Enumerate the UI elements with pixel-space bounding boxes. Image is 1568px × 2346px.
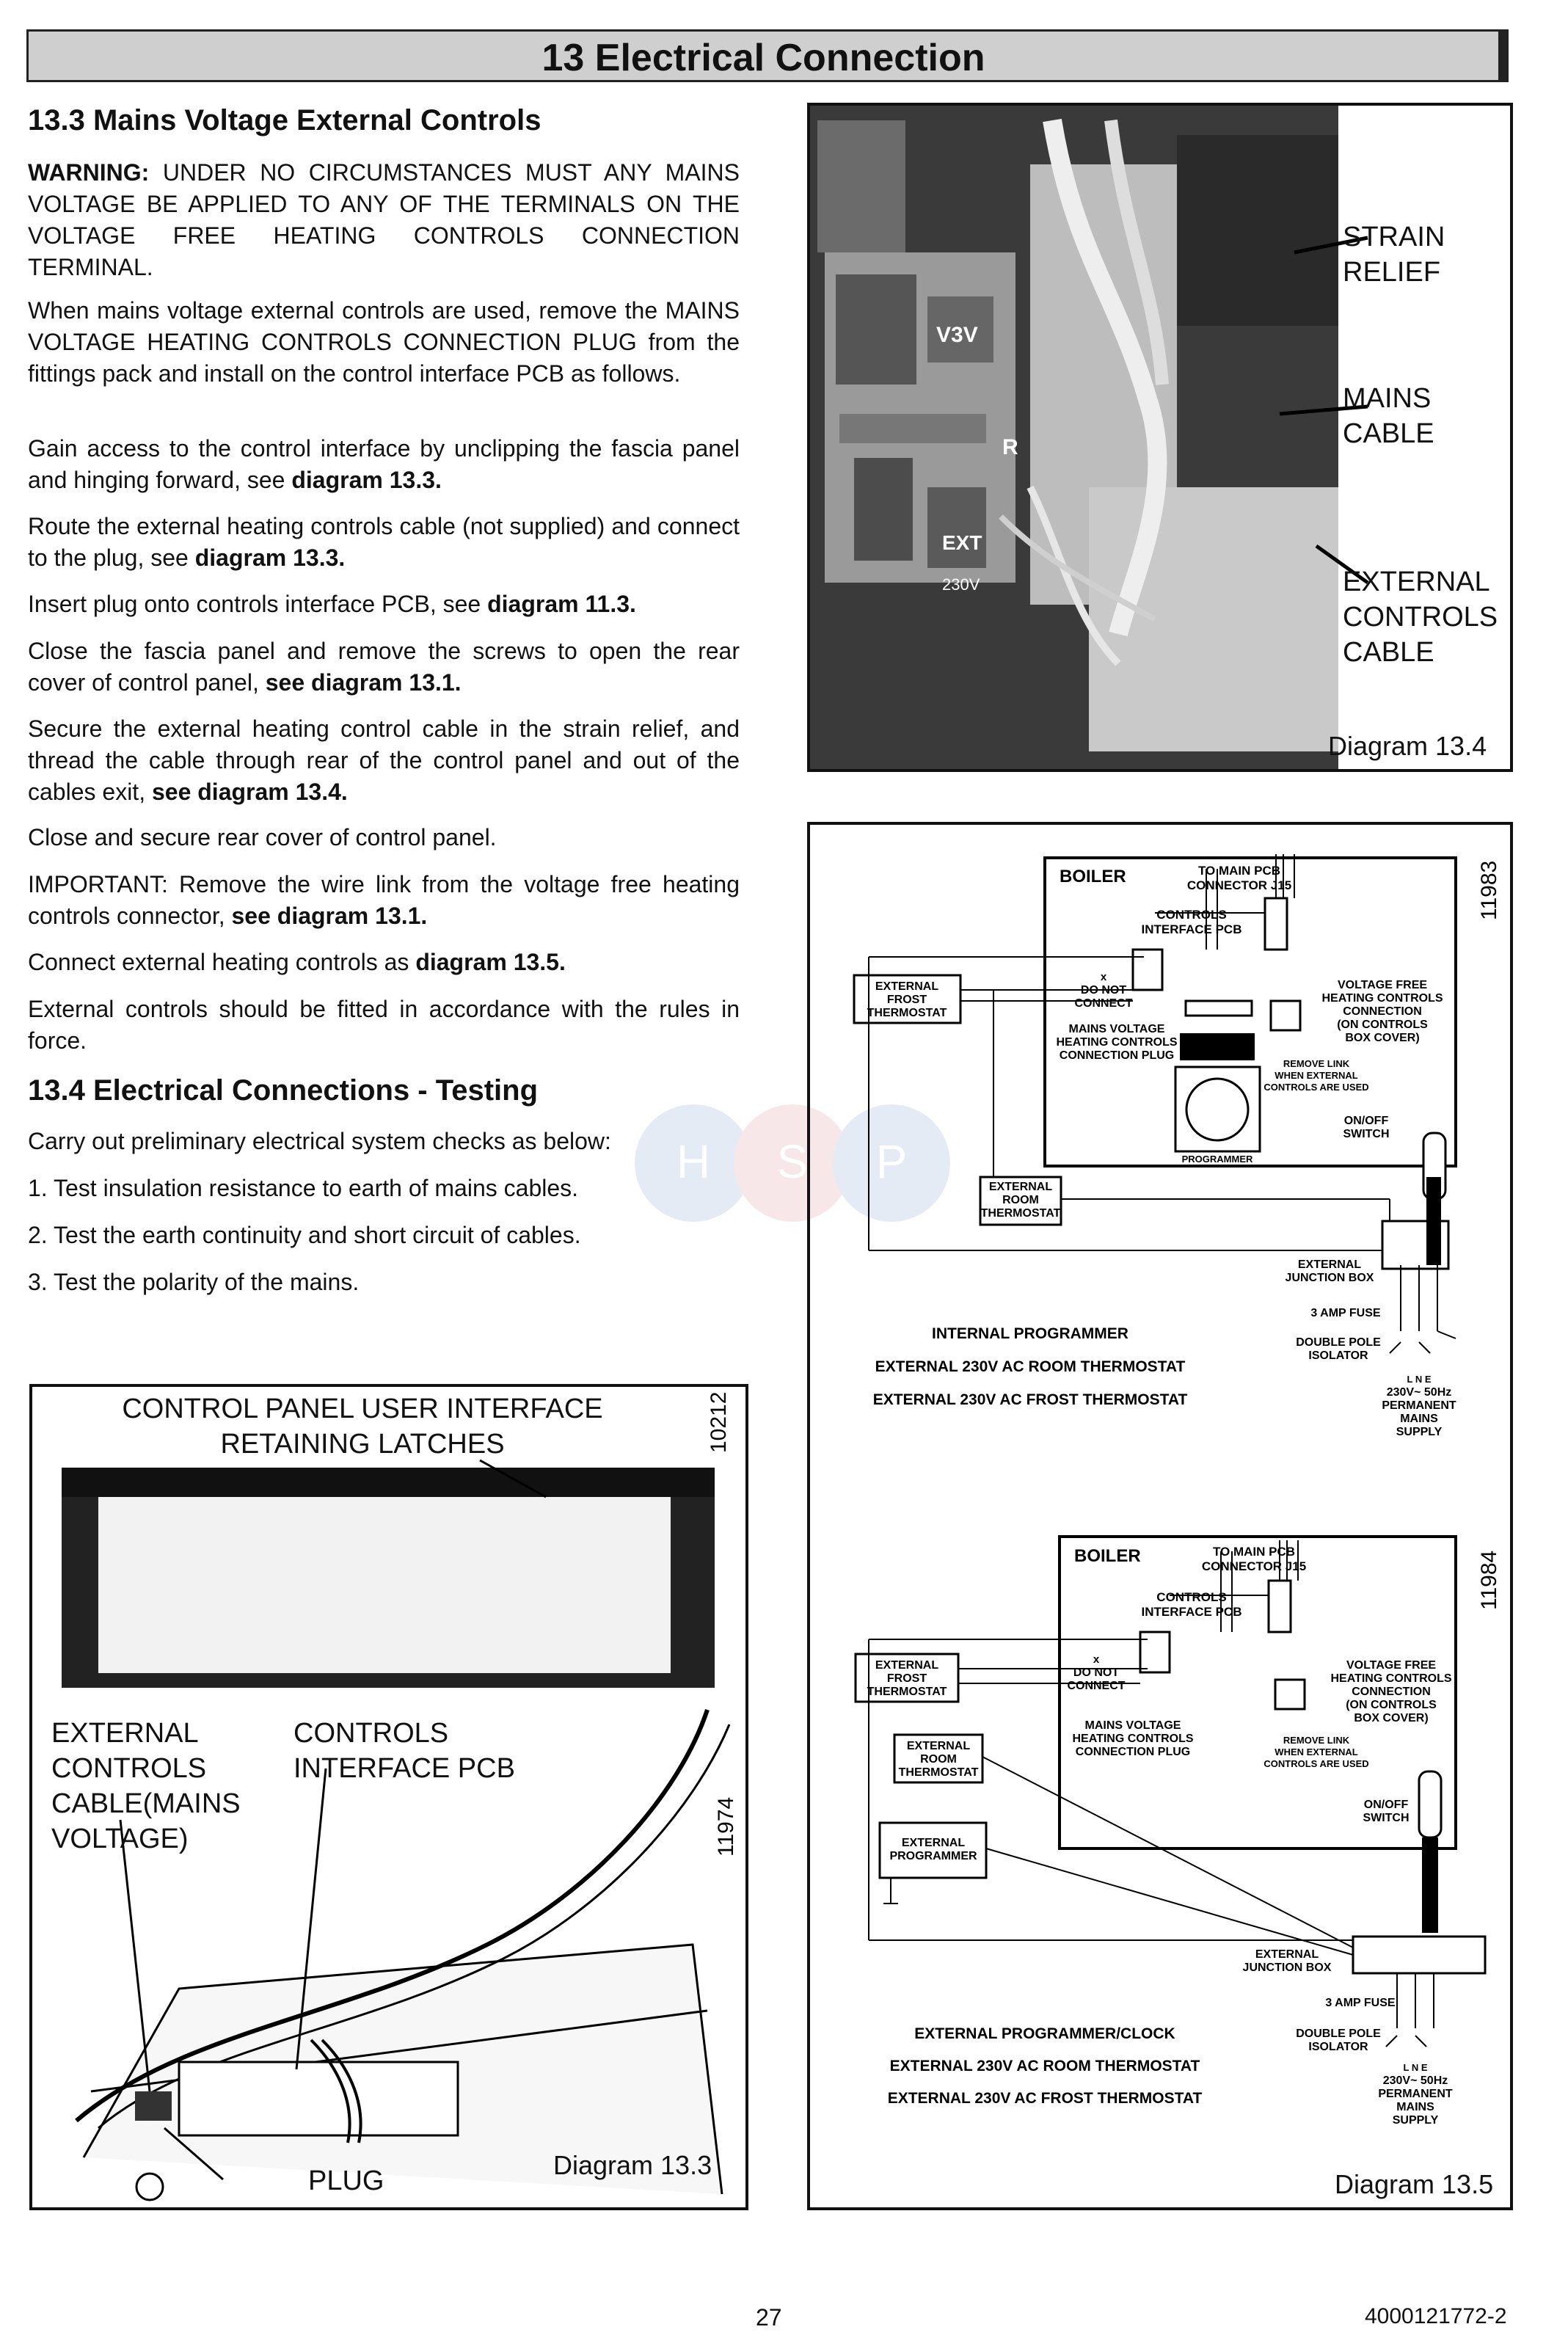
p4-ref: diagram 11.3. — [487, 591, 636, 617]
paragraph-4 — [28, 589, 740, 620]
bottom-vf-2: HEATING CONTROLS — [1330, 1672, 1452, 1685]
bottom-prog-1: EXTERNAL — [901, 1837, 966, 1849]
top-vf-5: BOX COVER) — [1345, 1032, 1420, 1044]
paragraph-10: External controls should be fitted in accordance with the rules in force. — [28, 996, 740, 1054]
p4-text: Insert plug onto controls interface PCB, see — [28, 591, 481, 617]
p3-ref: diagram 13.3. — [194, 544, 346, 571]
bottom-dnc-2: CONNECT — [1067, 1680, 1126, 1692]
p6-ref: see diagram 13.4. — [151, 779, 348, 805]
p5-ref: see diagram 13.1. — [265, 669, 462, 696]
bottom-onoff-1: ON/OFF — [1363, 1799, 1409, 1811]
label-controls-interface-pcb: CONTROLS INTERFACE PCB — [293, 1718, 515, 1784]
top-desc-1: INTERNAL PROGRAMMER — [932, 1325, 1128, 1342]
bottom-supply-3: MAINS — [1396, 2101, 1434, 2113]
pcb-label-230v: 230V — [942, 575, 980, 594]
bottom-cip-1: CONTROLS — [1156, 1590, 1227, 1604]
testing-item-3: 3. Test the polarity of the mains. — [28, 1269, 360, 1295]
bottom-frost-3: THERMOSTAT — [867, 1686, 947, 1698]
bottom-frost-1: EXTERNAL — [875, 1659, 939, 1672]
top-main-pcb-2: CONNECTOR J15 — [1186, 878, 1292, 892]
label-external-controls-cable: EXTERNAL CONTROLS CABLE — [1343, 567, 1498, 668]
section-13-4-heading: 13.4 Electrical Connections - Testing — [28, 1074, 538, 1107]
bottom-room-2: ROOM — [920, 1753, 957, 1766]
label-mains-cable: MAINS CABLE — [1343, 383, 1434, 449]
warning-label: WARNING: — [28, 159, 150, 186]
bottom-lne: L N E — [1403, 2062, 1428, 2073]
top-onoff-2: SWITCH — [1343, 1128, 1390, 1140]
diagram-13-3 — [29, 1384, 748, 2210]
bottom-vf-5: BOX COVER) — [1354, 1712, 1429, 1724]
top-dnc-2: CONNECT — [1074, 997, 1133, 1010]
bottom-jb-2: JUNCTION BOX — [1242, 1961, 1332, 1974]
paragraph-7: Close and secure rear cover of control panel. — [28, 824, 497, 850]
top-frost-1: EXTERNAL — [875, 980, 939, 993]
watermark-s: S — [776, 1135, 809, 1188]
diagram-13-5-wiring — [810, 825, 1510, 2207]
top-vf-1: VOLTAGE FREE — [1337, 979, 1428, 991]
testing-item-2: 2. Test the earth continuity and short circuit of cables. — [28, 1222, 581, 1248]
section-13-3-heading: 13.3 Mains Voltage External Controls — [28, 104, 541, 136]
paragraph-3 — [28, 511, 740, 574]
bottom-main-pcb-2: CONNECTOR J15 — [1201, 1559, 1307, 1573]
top-dnc-1: DO NOT — [1080, 984, 1127, 997]
diagram-13-5-caption: Diagram 13.5 — [1335, 2169, 1494, 2199]
diagram-13-5-ref-top: 11983 — [1477, 860, 1501, 920]
p5-text: Close the fascia panel and remove the screws to open the rear cover of control panel, — [28, 638, 740, 696]
bottom-rl-3: CONTROLS ARE USED — [1263, 1758, 1369, 1769]
bottom-mv-3: CONNECTION PLUG — [1075, 1746, 1191, 1758]
top-boiler-label: BOILER — [1060, 867, 1126, 886]
top-frost-2: FROST — [886, 994, 927, 1006]
diagram-13-5 — [807, 822, 1513, 2210]
label-plug: PLUG — [308, 2165, 384, 2196]
bottom-cip-2: INTERFACE PCB — [1141, 1605, 1242, 1619]
bottom-rl-2: WHEN EXTERNAL — [1275, 1746, 1358, 1757]
diagram-13-3-ref-top: 10212 — [707, 1391, 731, 1453]
top-desc-2: EXTERNAL 230V AC ROOM THERMOSTAT — [875, 1358, 1186, 1375]
p6-text: Secure the external heating control cable in the strain relief, and thread the cable through rear of the control panel and out of the cables exit, — [28, 715, 740, 805]
top-frost-3: THERMOSTAT — [867, 1007, 947, 1019]
top-mv-2: HEATING CONTROLS — [1056, 1036, 1178, 1049]
bottom-dnc-x: x — [1093, 1653, 1100, 1666]
top-rl-1: REMOVE LINK — [1283, 1058, 1350, 1069]
section-header-bar — [26, 29, 1509, 82]
p2-text: Gain access to the control interface by unclipping the fascia panel and hinging forward, see — [28, 435, 740, 493]
top-programmer: PROGRAMMER — [1181, 1154, 1253, 1165]
document-code: 4000121772-2 — [1365, 2304, 1507, 2328]
bottom-room-1: EXTERNAL — [906, 1740, 971, 1752]
bottom-dp-1: DOUBLE POLE — [1296, 2028, 1381, 2040]
testing-item-1: 1. Test insulation resistance to earth of mains cables. — [28, 1175, 579, 1201]
top-onoff-1: ON/OFF — [1343, 1115, 1389, 1127]
diagram-13-3-title: CONTROL PANEL USER INTERFACE RETAINING LATCHES — [122, 1394, 603, 1460]
diagram-13-5-top-labels — [867, 861, 1501, 1438]
page-number: 27 — [756, 2304, 782, 2331]
p3-text: Route the external heating controls cable (not supplied) and connect to the plug, see — [28, 513, 740, 571]
top-room-1: EXTERNAL — [988, 1181, 1053, 1193]
paragraph-1: When mains voltage external controls are used, remove the MAINS VOLTAGE HEATING CONTROLS CONNECTION PLUG from the fittings pack and install on the control interface PCB as follows. — [28, 297, 740, 387]
testing-intro: Carry out preliminary electrical system checks as below: — [28, 1128, 611, 1154]
bottom-fuse: 3 AMP FUSE — [1325, 1997, 1396, 2009]
bottom-desc-3: EXTERNAL 230V AC FROST THERMOSTAT — [887, 2090, 1203, 2107]
paragraph-8 — [28, 869, 740, 932]
bottom-vf-3: CONNECTION — [1352, 1686, 1431, 1698]
top-supply-4: SUPPLY — [1396, 1426, 1443, 1438]
bottom-mv-2: HEATING CONTROLS — [1072, 1733, 1194, 1745]
top-lne: L N E — [1407, 1374, 1432, 1385]
bottom-supply-4: SUPPLY — [1392, 2114, 1439, 2127]
bottom-main-pcb-1: TO MAIN PCB — [1212, 1545, 1296, 1559]
bottom-supply-2: PERMANENT — [1378, 2088, 1453, 2100]
warning-paragraph — [28, 157, 740, 283]
top-supply-2: PERMANENT — [1382, 1399, 1456, 1412]
watermark-p: P — [875, 1135, 908, 1188]
top-cip-2: INTERFACE PCB — [1141, 922, 1242, 936]
paragraph-2 — [28, 433, 740, 496]
bottom-room-3: THERMOSTAT — [898, 1766, 979, 1779]
top-room-3: THERMOSTAT — [980, 1207, 1061, 1220]
bottom-mv-1: MAINS VOLTAGE — [1084, 1719, 1181, 1732]
bottom-desc-2: EXTERNAL 230V AC ROOM THERMOSTAT — [889, 2058, 1200, 2074]
top-room-2: ROOM — [1002, 1194, 1039, 1206]
diagram-13-3-caption: Diagram 13.3 — [553, 2150, 712, 2180]
p9-text: Connect external heating controls as — [28, 949, 409, 975]
top-fuse: 3 AMP FUSE — [1310, 1307, 1381, 1319]
top-vf-4: (ON CONTROLS — [1337, 1019, 1428, 1031]
top-dp-2: ISOLATOR — [1308, 1349, 1368, 1362]
paragraph-5 — [28, 635, 740, 699]
top-desc-3: EXTERNAL 230V AC FROST THERMOSTAT — [872, 1391, 1188, 1408]
bottom-desc-1: EXTERNAL PROGRAMMER/CLOCK — [914, 2025, 1175, 2042]
top-dnc-x: x — [1100, 971, 1107, 983]
bottom-rl-1: REMOVE LINK — [1283, 1735, 1350, 1746]
bottom-vf-1: VOLTAGE FREE — [1346, 1659, 1437, 1672]
diagram-13-5-bottom-labels — [867, 1545, 1501, 2127]
top-rl-3: CONTROLS ARE USED — [1263, 1082, 1369, 1093]
bottom-dnc-1: DO NOT — [1073, 1666, 1120, 1679]
bottom-prog-2: PROGRAMMER — [889, 1850, 977, 1862]
top-jb-1: EXTERNAL — [1297, 1258, 1362, 1271]
top-vf-2: HEATING CONTROLS — [1321, 992, 1443, 1005]
bottom-frost-2: FROST — [886, 1672, 927, 1685]
bottom-jb-1: EXTERNAL — [1255, 1948, 1319, 1961]
top-jb-2: JUNCTION BOX — [1285, 1272, 1374, 1284]
watermark-h: H — [676, 1135, 711, 1188]
pcb-label-v3v: V3V — [936, 323, 978, 347]
top-mv-1: MAINS VOLTAGE — [1068, 1023, 1165, 1035]
label-strain-relief: STRAIN RELIEF — [1343, 222, 1445, 288]
top-supply-3: MAINS — [1400, 1413, 1438, 1425]
top-main-pcb-1: TO MAIN PCB — [1197, 864, 1281, 878]
warning-text: UNDER NO CIRCUMSTANCES MUST ANY MAINS VOLTAGE BE APPLIED TO ANY OF THE TERMINALS ON THE VOLTAGE FREE HEATING CONTROLS CONNECTION TERMINAL. — [28, 159, 740, 280]
p8-ref: see diagram 13.1. — [231, 903, 428, 929]
bottom-onoff-2: SWITCH — [1363, 1812, 1410, 1824]
p2-ref: diagram 13.3. — [291, 467, 442, 493]
bottom-dp-2: ISOLATOR — [1308, 2041, 1368, 2053]
diagram-13-3-ref-mid: 11974 — [714, 1796, 738, 1857]
top-dp-1: DOUBLE POLE — [1296, 1336, 1381, 1349]
bottom-boiler-label: BOILER — [1074, 1546, 1141, 1566]
diagram-13-5-ref-bottom: 11984 — [1477, 1550, 1501, 1610]
top-cip-1: CONTROLS — [1156, 908, 1227, 922]
paragraph-6 — [28, 713, 740, 808]
top-supply-1: 230V~ 50Hz — [1386, 1386, 1452, 1399]
page-title: 13 Electrical Connection — [541, 37, 985, 79]
pcb-label-ext: EXT — [942, 531, 982, 554]
pcb-label-r: R — [1002, 435, 1018, 459]
label-external-controls-cable-mains: EXTERNAL CONTROLS CABLE(MAINS VOLTAGE) — [51, 1718, 241, 1854]
p9-ref: diagram 13.5. — [415, 949, 566, 975]
diagram-13-4 — [807, 103, 1513, 772]
diagram-13-4-caption: Diagram 13.4 — [1328, 731, 1487, 761]
paragraph-9 — [28, 947, 740, 978]
bottom-vf-4: (ON CONTROLS — [1346, 1699, 1437, 1711]
p8-text: IMPORTANT: Remove the wire link from the voltage free heating controls connector, — [28, 871, 740, 929]
top-vf-3: CONNECTION — [1343, 1005, 1422, 1018]
top-mv-3: CONNECTION PLUG — [1059, 1049, 1175, 1062]
bottom-supply-1: 230V~ 50Hz — [1382, 2074, 1448, 2087]
top-rl-2: WHEN EXTERNAL — [1275, 1070, 1358, 1081]
